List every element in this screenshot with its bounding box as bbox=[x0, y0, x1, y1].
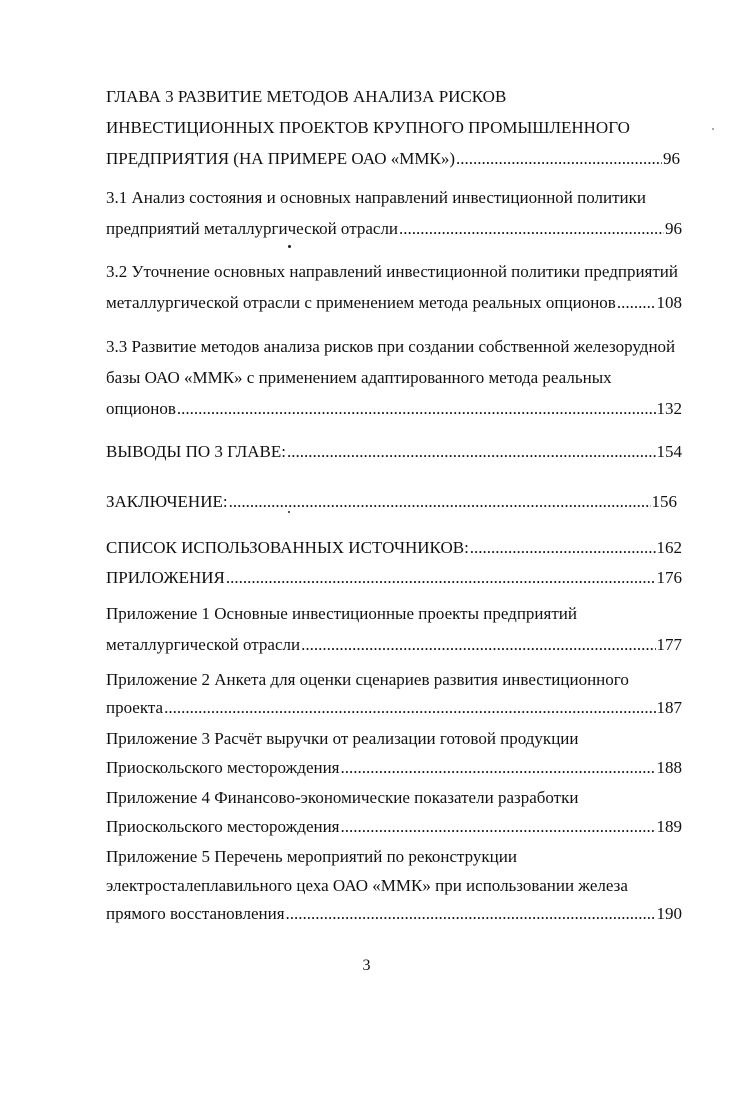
toc-conclusion bbox=[106, 491, 677, 513]
dot-leader bbox=[456, 148, 662, 170]
toc-chapter3-title-part3: ПРЕДПРИЯТИЯ (НА ПРИМЕРЕ ОАО «ММК») bbox=[106, 149, 455, 168]
toc-appendix-4-line1 bbox=[106, 787, 682, 809]
toc-appendix-1-title-part2: металлургической отрасли bbox=[106, 635, 301, 654]
toc-appendix-5-line2 bbox=[106, 875, 682, 897]
toc-appendix-1-page: 177 bbox=[656, 635, 682, 654]
toc-appendix-2-line1 bbox=[106, 669, 682, 691]
dot-leader bbox=[177, 398, 656, 420]
dot-leader bbox=[617, 292, 656, 314]
toc-sources-title: СПИСОК ИСПОЛЬЗОВАННЫХ ИСТОЧНИКОВ: bbox=[106, 538, 469, 557]
toc-section-3-1-page: 96 bbox=[665, 219, 682, 238]
toc-appendix-1-title-part1: Приложение 1 Основные инвестиционные проекты предприятий bbox=[106, 604, 577, 623]
toc-appendix-5-title-part1: Приложение 5 Перечень мероприятий по реконструкции bbox=[106, 847, 517, 866]
dot-leader bbox=[470, 537, 656, 559]
toc-section-3-3-title-part2: базы ОАО «ММК» с применением адаптированного метода реальных bbox=[106, 368, 612, 387]
toc-appendix-2-line2 bbox=[106, 697, 682, 719]
toc-section-3-3-line1 bbox=[106, 336, 682, 358]
toc-appendix-5-line3 bbox=[106, 903, 682, 925]
toc-appendix-4-title-part1: Приложение 4 Финансово-экономические показатели разработки bbox=[106, 788, 579, 807]
toc-chapter3-line3 bbox=[106, 148, 680, 170]
toc-chapter3-line2 bbox=[106, 117, 682, 139]
toc-appendix-3-line2 bbox=[106, 757, 682, 779]
toc-chapter3-page: 96 bbox=[663, 149, 680, 168]
scan-speck bbox=[288, 511, 290, 513]
scan-speck bbox=[288, 245, 291, 248]
toc-conclusions-chapter3-title: ВЫВОДЫ ПО 3 ГЛАВЕ: bbox=[106, 442, 286, 461]
scan-speck bbox=[712, 128, 714, 130]
toc-appendix-5-title-part3: прямого восстановления bbox=[106, 904, 285, 923]
toc-appendices bbox=[106, 567, 682, 589]
dot-leader bbox=[229, 491, 651, 513]
toc-section-3-1-line2 bbox=[106, 218, 682, 240]
toc-conclusions-chapter3 bbox=[106, 441, 682, 463]
toc-chapter3-title-part1: ГЛАВА 3 РАЗВИТИЕ МЕТОДОВ АНАЛИЗА РИСКОВ bbox=[106, 87, 507, 106]
dot-leader bbox=[164, 697, 655, 719]
toc-section-3-2-line1 bbox=[106, 261, 682, 283]
toc-appendix-3-title-part2: Приоскольского месторождения bbox=[106, 758, 340, 777]
dot-leader bbox=[341, 757, 656, 779]
toc-sources bbox=[106, 537, 682, 559]
toc-section-3-3-title-part1: 3.3 Развитие методов анализа рисков при создании собственной железорудной bbox=[106, 337, 676, 356]
toc-appendices-page: 176 bbox=[656, 568, 682, 587]
toc-appendix-2-title-part2: проекта bbox=[106, 698, 164, 717]
toc-section-3-3-line2 bbox=[106, 367, 682, 389]
toc-appendix-5-title-part2: электросталеплавильного цеха ОАО «ММК» при использовании железа bbox=[106, 876, 628, 895]
page-number: 3 bbox=[362, 957, 371, 974]
toc-conclusion-page: 156 bbox=[651, 492, 677, 511]
toc-section-3-2-title-part1: 3.2 Уточнение основных направлений инвестиционной политики предприятий bbox=[106, 262, 678, 281]
dot-leader bbox=[399, 218, 664, 240]
toc-appendix-4-line2 bbox=[106, 816, 682, 838]
toc-section-3-1-title-part1: 3.1 Анализ состояния и основных направлений инвестиционной политики bbox=[106, 188, 646, 207]
toc-appendices-title: ПРИЛОЖЕНИЯ bbox=[106, 568, 225, 587]
toc-appendix-4-title-part2: Приоскольского месторождения bbox=[106, 817, 340, 836]
toc-appendix-2-title-part1: Приложение 2 Анкета для оценки сценариев развития инвестиционного bbox=[106, 670, 629, 689]
toc-chapter3-line1 bbox=[106, 86, 682, 108]
toc-section-3-3-page: 132 bbox=[656, 399, 682, 418]
dot-leader bbox=[226, 567, 656, 589]
toc-section-3-2-title-part2: металлургической отрасли с применением метода реальных опционов bbox=[106, 293, 616, 312]
toc-appendix-2-page: 187 bbox=[656, 698, 682, 717]
toc-sources-page: 162 bbox=[656, 538, 682, 557]
toc-section-3-2-page: 108 bbox=[656, 293, 682, 312]
toc-appendix-5-page: 190 bbox=[656, 904, 682, 923]
toc-appendix-3-page: 188 bbox=[656, 758, 682, 777]
toc-appendix-3-title-part1: Приложение 3 Расчёт выручки от реализации готовой продукции bbox=[106, 729, 579, 748]
toc-appendix-3-line1 bbox=[106, 728, 682, 750]
toc-section-3-1-title-part2: предприятий металлургической отрасли bbox=[106, 219, 399, 238]
toc-appendix-4-page: 189 bbox=[656, 817, 682, 836]
dot-leader bbox=[301, 634, 655, 656]
toc-appendix-5-line1 bbox=[106, 846, 682, 868]
toc-appendix-1-line1 bbox=[106, 603, 682, 625]
toc-conclusions-chapter3-page: 154 bbox=[656, 442, 682, 461]
dot-leader bbox=[341, 816, 656, 838]
dot-leader bbox=[287, 441, 656, 463]
toc-section-3-2-line2 bbox=[106, 292, 682, 314]
toc-chapter3-title-part2: ИНВЕСТИЦИОННЫХ ПРОЕКТОВ КРУПНОГО ПРОМЫШЛЕННОГО bbox=[106, 118, 630, 137]
toc-section-3-3-line3 bbox=[106, 398, 682, 420]
toc-section-3-3-title-part3: опционов bbox=[106, 399, 176, 418]
toc-appendix-1-line2 bbox=[106, 634, 682, 656]
toc-section-3-1-line1 bbox=[106, 187, 682, 209]
dot-leader bbox=[286, 903, 656, 925]
toc-conclusion-title: ЗАКЛЮЧЕНИЕ: bbox=[106, 492, 228, 511]
